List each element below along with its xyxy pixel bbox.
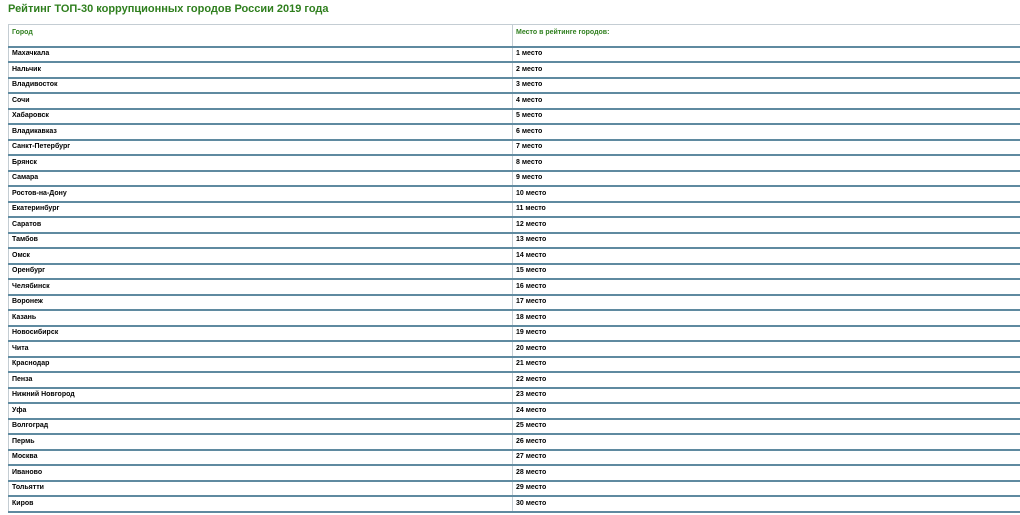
city-cell: Новосибирск xyxy=(9,326,513,342)
place-cell: 9 место xyxy=(513,171,1020,187)
city-cell: Москва xyxy=(9,450,513,466)
place-cell: 30 место xyxy=(513,496,1020,512)
table-row xyxy=(9,202,1020,218)
place-cell: 12 место xyxy=(513,217,1020,233)
city-cell: Краснодар xyxy=(9,357,513,373)
city-cell: Иваново xyxy=(9,465,513,481)
city-cell: Самара xyxy=(9,171,513,187)
place-cell: 14 место xyxy=(513,248,1020,264)
table-row xyxy=(9,326,1020,342)
table-row xyxy=(9,434,1020,450)
place-cell: 21 место xyxy=(513,357,1020,373)
city-cell: Киров xyxy=(9,496,513,512)
city-cell: Владивосток xyxy=(9,78,513,94)
place-cell: 16 место xyxy=(513,279,1020,295)
table-row xyxy=(9,496,1020,512)
place-cell: 3 место xyxy=(513,78,1020,94)
place-cell: 19 место xyxy=(513,326,1020,342)
table-row xyxy=(9,140,1020,156)
city-cell: Тамбов xyxy=(9,233,513,249)
table-row xyxy=(9,124,1020,140)
table-row xyxy=(9,295,1020,311)
place-cell: 8 место xyxy=(513,155,1020,171)
place-cell: 17 место xyxy=(513,295,1020,311)
city-cell: Тольятти xyxy=(9,481,513,497)
city-cell: Омск xyxy=(9,248,513,264)
table-body xyxy=(9,47,1020,512)
table-row xyxy=(9,78,1020,94)
city-cell: Пенза xyxy=(9,372,513,388)
table-row xyxy=(9,233,1020,249)
place-cell: 18 место xyxy=(513,310,1020,326)
header-city: Город xyxy=(9,25,513,47)
place-cell: 11 место xyxy=(513,202,1020,218)
table-row xyxy=(9,465,1020,481)
city-cell: Челябинск xyxy=(9,279,513,295)
city-cell: Брянск xyxy=(9,155,513,171)
city-cell: Волгоград xyxy=(9,419,513,435)
city-cell: Сочи xyxy=(9,93,513,109)
place-cell: 26 место xyxy=(513,434,1020,450)
city-cell: Хабаровск xyxy=(9,109,513,125)
city-cell: Ростов-на-Дону xyxy=(9,186,513,202)
ranking-table xyxy=(8,24,1020,513)
place-cell: 13 место xyxy=(513,233,1020,249)
city-cell: Екатеринбург xyxy=(9,202,513,218)
table-row xyxy=(9,481,1020,497)
table-row xyxy=(9,171,1020,187)
place-cell: 4 место xyxy=(513,93,1020,109)
city-cell: Уфа xyxy=(9,403,513,419)
city-cell: Воронеж xyxy=(9,295,513,311)
place-cell: 1 место xyxy=(513,47,1020,63)
table-row xyxy=(9,155,1020,171)
city-cell: Владикавказ xyxy=(9,124,513,140)
table-row xyxy=(9,450,1020,466)
city-cell: Нижний Новгород xyxy=(9,388,513,404)
place-cell: 24 место xyxy=(513,403,1020,419)
table-row xyxy=(9,217,1020,233)
place-cell: 20 место xyxy=(513,341,1020,357)
place-cell: 10 место xyxy=(513,186,1020,202)
place-cell: 6 место xyxy=(513,124,1020,140)
place-cell: 7 место xyxy=(513,140,1020,156)
place-cell: 5 место xyxy=(513,109,1020,125)
city-cell: Казань xyxy=(9,310,513,326)
table-row xyxy=(9,372,1020,388)
table-row xyxy=(9,388,1020,404)
table-row xyxy=(9,186,1020,202)
table-row xyxy=(9,341,1020,357)
table-row xyxy=(9,62,1020,78)
table-row xyxy=(9,93,1020,109)
table-row xyxy=(9,310,1020,326)
table-row xyxy=(9,403,1020,419)
place-cell: 22 место xyxy=(513,372,1020,388)
city-cell: Пермь xyxy=(9,434,513,450)
city-cell: Чита xyxy=(9,341,513,357)
table-row xyxy=(9,47,1020,63)
place-cell: 2 место xyxy=(513,62,1020,78)
table-row xyxy=(9,279,1020,295)
city-cell: Нальчик xyxy=(9,62,513,78)
table-row xyxy=(9,357,1020,373)
place-cell: 27 место xyxy=(513,450,1020,466)
place-cell: 28 место xyxy=(513,465,1020,481)
city-cell: Оренбург xyxy=(9,264,513,280)
place-cell: 25 место xyxy=(513,419,1020,435)
city-cell: Саратов xyxy=(9,217,513,233)
table-row xyxy=(9,419,1020,435)
city-cell: Санкт-Петербург xyxy=(9,140,513,156)
table-row xyxy=(9,248,1020,264)
page-title: Рейтинг ТОП-30 коррупционных городов России 2019 года xyxy=(8,3,329,15)
table-row xyxy=(9,264,1020,280)
city-cell: Махачкала xyxy=(9,47,513,63)
header-place: Место в рейтинге городов: xyxy=(513,25,1020,47)
table-header-row xyxy=(9,25,1020,47)
table-row xyxy=(9,109,1020,125)
place-cell: 29 место xyxy=(513,481,1020,497)
place-cell: 23 место xyxy=(513,388,1020,404)
place-cell: 15 место xyxy=(513,264,1020,280)
